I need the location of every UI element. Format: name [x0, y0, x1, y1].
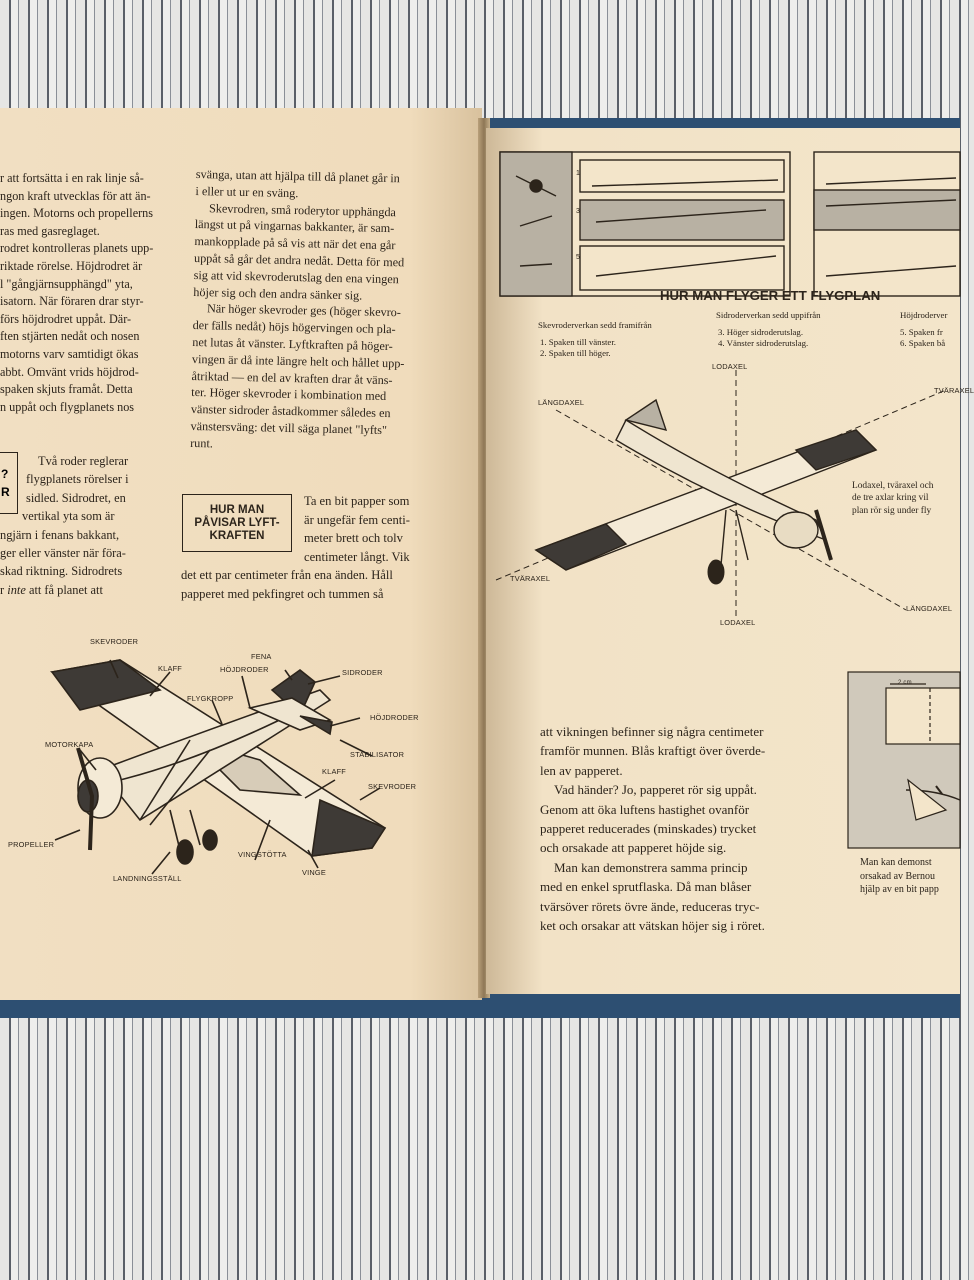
- text-line: ket och orsakar att vätskan höjer sig i röret.: [540, 918, 765, 934]
- text-line: ften stjärten nedåt och nosen: [0, 329, 140, 344]
- left-col1-top: [0, 170, 172, 416]
- caption-item: 1. Spaken till vänster.: [540, 337, 616, 347]
- text-line: der fälls nedåt) höjs högervingen och pla-: [192, 318, 396, 337]
- text-line: uppåt så går det andra nedåt. Detta för med: [193, 250, 405, 270]
- axis-label-lodaxel-top: LODAXEL: [712, 362, 748, 371]
- right-body-text: [540, 722, 830, 935]
- caption-item: 4. Vänster sidroderutslag.: [718, 338, 809, 348]
- text-line: runt.: [190, 435, 214, 451]
- text-line: plan rör sig under fly: [852, 505, 932, 516]
- panel-number-5: 5: [576, 254, 580, 261]
- text-line: att vikningen befinner sig några centimeter: [540, 724, 764, 739]
- text-line: r att fortsätta i en rak linje så-: [0, 171, 144, 185]
- text-line: n uppåt och flygplanets nos: [0, 399, 135, 414]
- axis-label-tvaraxel-right: TVÄRAXEL: [934, 386, 974, 395]
- label-klaff-top: KLAFF: [158, 664, 182, 673]
- label-landningsstall: LANDNINGSSTÄLL: [113, 874, 182, 883]
- text-line: mankopplade på så vis att när det ena går: [194, 234, 396, 253]
- text-line: centimeter långt. Vik: [304, 549, 410, 564]
- text-line: sig att vid skevroderutslag den ena vingen: [193, 267, 399, 287]
- label-sidroder: SIDRODER: [342, 668, 383, 677]
- label-hojdroder-top: HÖJDRODER: [220, 665, 269, 674]
- caption-item: 6. Spaken bå: [900, 338, 946, 348]
- axis-label-tvaraxel-left: TVÄRAXEL: [510, 574, 551, 583]
- text-line: motorns varv samtidigt ökas: [0, 346, 139, 361]
- text-line: l "gångjärnsupphängd" yta,: [0, 276, 133, 291]
- text-line: förs höjdrodret uppåt. Där-: [0, 311, 132, 326]
- text-line: svänga, utan att hjälpa till då planet går in: [195, 166, 401, 186]
- text-line: isatorn. När föraren drar styr-: [0, 294, 144, 309]
- text-line: åtriktad — en del av kraften drar åt väns-: [191, 368, 393, 387]
- text-line: ras med gasreglaget.: [0, 223, 100, 238]
- airplane-parts-diagram: [0, 620, 440, 900]
- text-line: [0, 581, 172, 599]
- text-line: Ta en bit papper som: [304, 494, 410, 508]
- label-stabilisator: STABILISATOR: [350, 750, 405, 759]
- text-line: len av papperet.: [540, 762, 623, 778]
- label-skevroder-top: SKEVRODER: [90, 637, 139, 646]
- label-skevroder-right: SKEVRODER: [368, 782, 417, 791]
- text-line: vingen är då inte längre helt och hållet upp-: [191, 351, 405, 371]
- text-line: riktade rörelse. Höjdrodret är: [0, 258, 143, 273]
- text-line: ngon kraft utvecklas för att än-: [0, 188, 151, 203]
- left-col2-continued: [181, 566, 451, 603]
- text-line: meter brett och tolv: [304, 531, 403, 546]
- text-line: det ett par centimeter från ena änden. Håll: [181, 568, 393, 582]
- text-line: tvärsöver rörets övre ände, reduceras tryc-: [540, 898, 760, 914]
- caption-item: 5. Spaken fr: [900, 327, 943, 337]
- label-klaff-right: KLAFF: [322, 767, 346, 776]
- box-title-line: HUR MAN: [209, 504, 265, 516]
- text-line: Skevrodren, små roderytor upphängda: [208, 200, 397, 219]
- caption-title: Skevroderverkan sedd framifrån: [538, 320, 652, 330]
- text-fragment: att få planet att: [28, 582, 103, 597]
- text-line: Lodaxel, tväraxel och: [852, 481, 934, 491]
- lift-demo-title-box: [182, 494, 292, 552]
- axis-label-lodaxel-bottom: LODAXEL: [720, 618, 756, 627]
- axis-label-langdaxel-right: LÄNGDAXEL: [906, 604, 953, 613]
- label-propeller: PROPELLER: [8, 840, 55, 849]
- text-line: Vad händer? Jo, papperet rör sig uppåt.: [554, 782, 757, 798]
- italic-word: inte: [7, 582, 26, 597]
- text-line: vänster sidroder åstadkommer således en: [190, 402, 391, 421]
- text-line: Två roder reglerar: [38, 454, 129, 468]
- panel-number-1: 1: [576, 170, 580, 177]
- text-line: papperet reducerades (minskades) trycket: [540, 821, 757, 837]
- side-box-mark: R: [1, 485, 10, 499]
- text-line: hjälp av en bit papp: [860, 884, 939, 896]
- left-col1-mid: [0, 452, 172, 599]
- axis-label-langdaxel-left: LÄNGDAXEL: [538, 398, 585, 407]
- left-col2-top: [190, 166, 442, 457]
- box-side-text: [304, 492, 450, 566]
- text-line: sidled. Sidrodret, en: [26, 490, 126, 505]
- side-caption: [860, 856, 939, 897]
- text-line: Man kan demonst: [860, 857, 932, 868]
- text-line: skad riktning. Sidrodrets: [0, 564, 123, 579]
- control-panels-diagram: [496, 146, 960, 302]
- text-line: ger eller vänster när föra-: [0, 546, 126, 561]
- text-line: spaken skjuts framåt. Detta: [0, 382, 133, 397]
- text-line: rodret kontrolleras planets upp-: [0, 241, 154, 256]
- text-line: Man kan demonstrera samma princip: [554, 859, 748, 875]
- text-line: vänstersväng: det vill säga planet "lyfts": [190, 418, 388, 438]
- label-fena: FENA: [251, 652, 272, 661]
- text-line: är ungefär fem centi-: [304, 512, 410, 527]
- text-line: Genom att öka luftens hastighet ovanför: [540, 801, 750, 817]
- label-hojdroder-right: HÖJDRODER: [370, 713, 419, 722]
- caption-col-aileron: [538, 320, 652, 359]
- text-line: framför munnen. Blås kraftigt över överde-: [540, 743, 766, 759]
- text-line: med en enkel sprutflaska. Då man blåser: [540, 879, 752, 895]
- axis-note: [852, 480, 933, 517]
- box-title-line: PÅVISAR LYFT-: [194, 517, 280, 529]
- text-line: papperet med pekfingret och tummen så: [181, 586, 384, 601]
- caption-item: 3. Höger sidroderutslag.: [718, 327, 804, 337]
- text-line: ngjärn i fenans bakkant,: [0, 527, 120, 542]
- page-title: HUR MAN FLYGER ETT FLYGPLAN: [660, 288, 881, 303]
- side-box-mark: ?: [1, 467, 9, 481]
- text-line: flygplanets rörelser i: [26, 472, 129, 487]
- caption-col-elevator: [900, 310, 947, 349]
- caption-item: 2. Spaken till höger.: [540, 348, 611, 358]
- text-line: vertikal yta som är: [22, 509, 115, 524]
- text-line: de tre axlar kring vil: [852, 493, 929, 504]
- text-fragment: r: [0, 582, 5, 597]
- measure-label: 2 cm: [898, 680, 912, 686]
- label-motorkapa: MOTORKAPA: [45, 740, 94, 749]
- text-line: När höger skevroder ges (höger skevro-: [206, 301, 402, 320]
- text-line: orsakad av Bernou: [860, 870, 935, 882]
- text-line: höjer sig och den andra sänker sig.: [193, 284, 363, 303]
- box-title-line: KRAFTEN: [209, 530, 265, 542]
- label-vingstotta: VINGSTÖTTA: [238, 850, 287, 859]
- caption-title: Höjdroderver: [900, 310, 948, 320]
- paper-strip-diagram: [846, 670, 960, 850]
- text-line: i eller ut ur en sväng.: [195, 183, 299, 200]
- text-line: net lutas åt vänster. Lyftkraften på höger-: [192, 334, 393, 354]
- label-vinge: VINGE: [302, 868, 326, 877]
- caption-col-rudder: [716, 310, 821, 349]
- text-line: ter. Höger skevroder i kombination med: [191, 385, 387, 404]
- text-line: ingen. Motorns och propellerns: [0, 206, 153, 221]
- text-line: abbt. Omvänt vrids höjdrod-: [0, 364, 139, 379]
- text-line: och orsakade att papperet höjde sig.: [540, 840, 727, 856]
- text-line: längst ut på vingarnas bakkanter, är sam-: [194, 217, 395, 236]
- caption-title: Sidroderverkan sedd uppifrån: [716, 310, 821, 320]
- label-flygkropp: FLYGKROPP: [187, 694, 234, 703]
- panel-number-3: 3: [576, 208, 580, 215]
